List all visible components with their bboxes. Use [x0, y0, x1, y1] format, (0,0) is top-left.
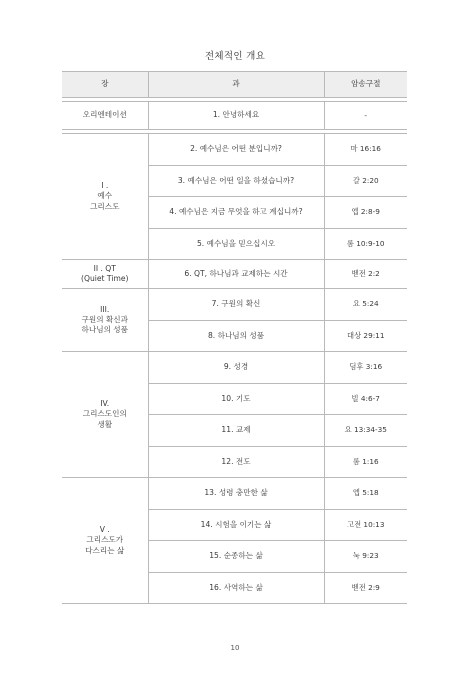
lesson-cell: 8. 하나님의 성품 [148, 320, 324, 352]
lesson-cell: 4. 예수님은 지금 무엇을 하고 계십니까? [148, 197, 324, 229]
chapter-title: 구원의 확신과 [81, 314, 128, 324]
verse-cell: - [324, 102, 407, 130]
lesson-cell: 1. 안녕하세요 [148, 102, 324, 130]
chapter-number: IV. [100, 399, 110, 409]
lesson-cell: 3. 예수님은 어떤 일을 하셨습니까? [148, 165, 324, 197]
verse-cell: 마 16:16 [324, 134, 407, 166]
overview-table [62, 71, 407, 604]
chapter-title: 예수 [97, 191, 113, 201]
verse-cell: 고전 10:13 [324, 509, 407, 541]
table-row [62, 352, 407, 384]
header-lesson: 과 [148, 72, 324, 98]
chapter-number: V . [99, 525, 110, 535]
chapter-title: 그리스도인의 [82, 409, 127, 419]
verse-cell: 벧전 2:9 [324, 572, 407, 604]
chapter-number: II . QT [93, 263, 116, 273]
verse-cell: 대상 29:11 [324, 320, 407, 352]
table-row [62, 260, 407, 289]
chapter-title: 생활 [97, 419, 113, 429]
verse-cell: 빌 4:6-7 [324, 383, 407, 415]
chapter-cell: 오리엔테이션 [62, 102, 148, 130]
table-row [62, 478, 407, 510]
lesson-cell: 13. 성령 충만한 삶 [148, 478, 324, 510]
lesson-cell: 5. 예수님을 믿으십시오 [148, 228, 324, 260]
lesson-cell: 6. QT, 하나님과 교제하는 시간 [148, 260, 324, 289]
lesson-cell: 15. 순종하는 삶 [148, 541, 324, 573]
chapter-cell-part3 [62, 289, 148, 352]
lesson-cell: 12. 전도 [148, 446, 324, 478]
chapter-title: 그리스도가 [86, 535, 124, 545]
verse-cell: 갈 2:20 [324, 165, 407, 197]
chapter-title: 하나님의 성품 [81, 325, 128, 335]
chapter-number: I . [101, 181, 109, 191]
verse-cell: 엡 2:8-9 [324, 197, 407, 229]
chapter-title: (Quiet Time) [81, 274, 129, 283]
page-number: 10 [230, 644, 240, 652]
header-chapter: 장 [62, 72, 148, 98]
chapter-cell-part5 [62, 478, 148, 604]
header-verse: 암송구절 [324, 72, 407, 98]
lesson-cell: 10. 기도 [148, 383, 324, 415]
verse-cell: 딤후 3:16 [324, 352, 407, 384]
lesson-cell: 7. 구원의 확신 [148, 289, 324, 321]
table-header-row [62, 72, 407, 98]
chapter-cell-part4 [62, 352, 148, 478]
chapter-title: 그리스도 [90, 201, 120, 211]
verse-cell: 요 5:24 [324, 289, 407, 321]
chapter-number: III. [100, 304, 110, 314]
page-title: 전체적인 개요 [204, 51, 266, 62]
table-row [62, 289, 407, 321]
verse-cell: 벧전 2:2 [324, 260, 407, 289]
chapter-cell-part2 [62, 260, 148, 289]
verse-cell: 롬 10:9-10 [324, 228, 407, 260]
verse-cell: 롬 1:16 [324, 446, 407, 478]
lesson-cell: 14. 시험을 이기는 삶 [148, 509, 324, 541]
verse-cell: 요 13:34-35 [324, 415, 407, 447]
lesson-cell: 9. 성경 [148, 352, 324, 384]
lesson-cell: 2. 예수님은 어떤 분입니까? [148, 134, 324, 166]
chapter-title: 다스리는 삶 [85, 545, 125, 555]
verse-cell: 엡 5:18 [324, 478, 407, 510]
chapter-cell-part1 [62, 134, 148, 260]
lesson-cell: 11. 교제 [148, 415, 324, 447]
table-row [62, 134, 407, 166]
lesson-cell: 16. 사역하는 삶 [148, 572, 324, 604]
verse-cell: 눅 9:23 [324, 541, 407, 573]
table-row-orientation [62, 102, 407, 130]
